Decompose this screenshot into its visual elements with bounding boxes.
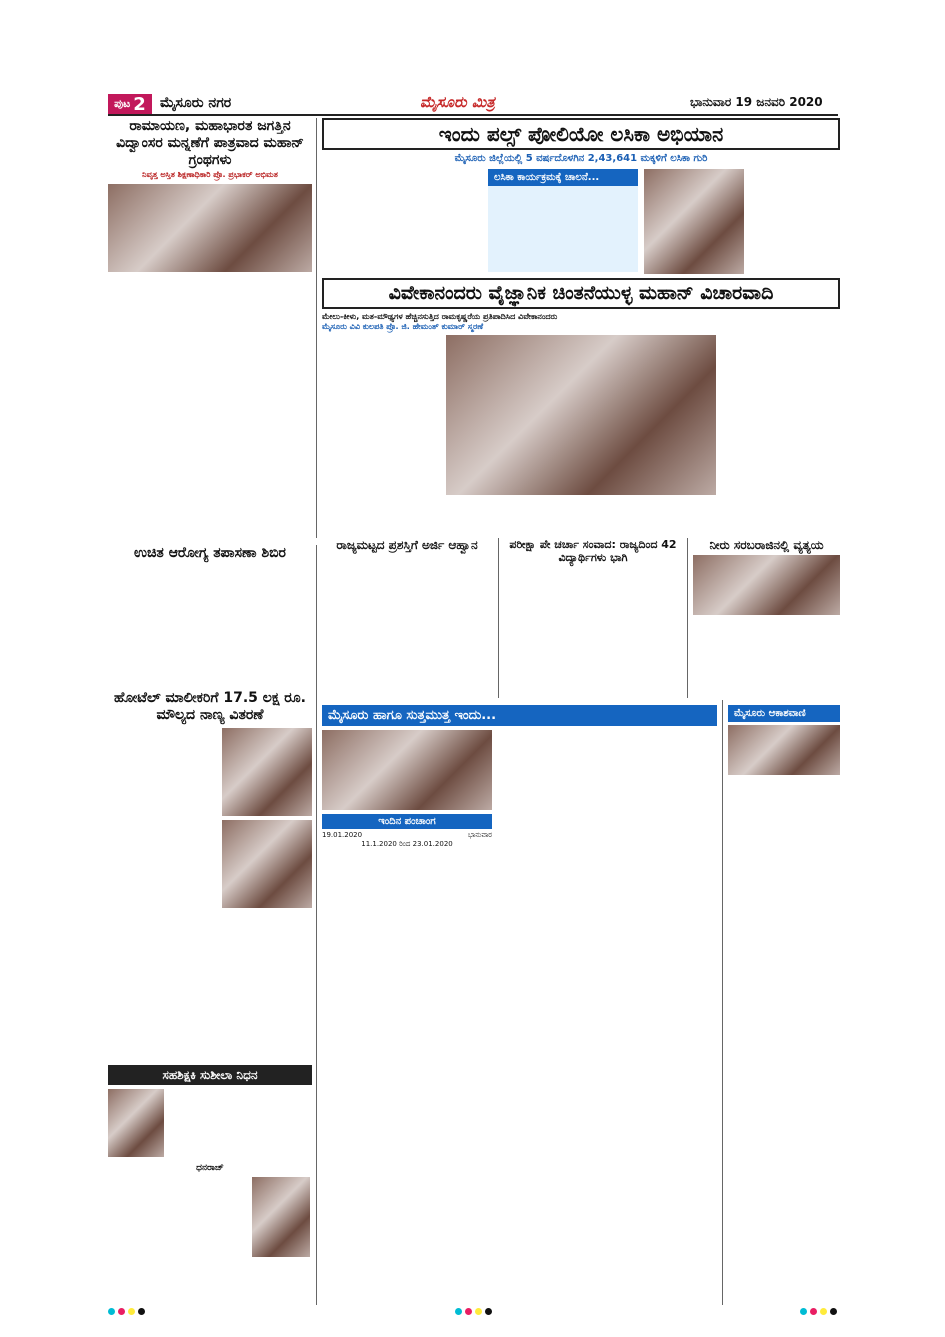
hotel-body (108, 728, 218, 908)
obituary-body (168, 1089, 310, 1157)
ramayana-headline: ರಾಮಾಯಣ, ಮಹಾಭಾರತ ಜಗತ್ತಿನ ವಿದ್ವಾಂಸರ ಮನ್ನಣೆಗೆ ಪಾತ್ರವಾದ ಮಹಾನ್ ಗ್ರಂಥಗಳು (116, 118, 304, 168)
health-camp-body (108, 565, 312, 680)
issue-date: ಭಾನುವಾರ 19 ಜನವರಿ 2020 (690, 95, 823, 109)
hotel-headline: ಹೋಟೆಲ್ ಮಾಲೀಕರಿಗೆ 17.5 ಲಕ್ಷ ರೂ. ಮೌಲ್ಯದ ನಾಣ್ಯ ವಿತರಣೆ (114, 690, 306, 723)
water-article (693, 538, 840, 703)
obituary-article (108, 1065, 312, 1257)
radio-schedule (728, 705, 840, 1298)
page-label: ಪುಟ (114, 97, 131, 110)
hotel-photo-1 (222, 728, 312, 816)
panchanga-body (322, 852, 492, 1242)
obituary-photo-2 (252, 1177, 310, 1257)
panchanga-title: ಇಂದಿನ ಪಂಚಾಂಗ (322, 814, 492, 829)
obituary-body-2 (108, 1177, 248, 1257)
polio-article (322, 118, 840, 274)
radio-photo (728, 725, 840, 775)
registration-dots (108, 1308, 145, 1315)
vivekananda-photo (446, 335, 716, 495)
exam-headline: ಪರೀಕ್ಷಾ ಪೇ ಚರ್ಚಾ ಸಂವಾದ: ರಾಜ್ಯದಿಂದ 42 ವಿದ್ಯಾರ್ಥಿಗಳು ಭಾಗಿ (509, 538, 677, 565)
ramayana-body (108, 276, 312, 586)
hotel-article (108, 690, 312, 908)
radio-body (728, 778, 840, 1298)
palace-photo (322, 730, 492, 810)
vivekananda-bullet-1: ಮೇಲು-ಕೀಳು, ಮತ-ಮೌಢ್ಯಗಳ ಹೆಚ್ಚಿನಸುತ್ತಿದ ರಾಮಕೃಷ್ಣರೆಯ ಪ್ರತಿಪಾದಿಸಿದ ವಿವೇಕಾನಂದರು (322, 311, 558, 321)
vivekananda-headline: ವಿವೇಕಾನಂದರು ವೈಜ್ಞಾನಿಕ ಚಿಂತನೆಯುಳ್ಳ ಮಹಾನ್ ವಿಚಾರವಾದಿ (322, 278, 840, 309)
vivekananda-article (322, 278, 840, 540)
exam-body (504, 567, 682, 697)
award-body (322, 555, 492, 695)
health-camp-article (108, 545, 312, 680)
obituary-headline-2: ಧನರಾಜ್ (196, 1163, 224, 1174)
polio-headline: ಇಂದು ಪಲ್ಸ್ ಪೋಲಿಯೋ ಲಸಿಕಾ ಅಭಿಯಾನ (322, 118, 840, 150)
page-number: 2 (133, 93, 146, 115)
polio-photo (644, 169, 744, 274)
vivekananda-bullet-2: ಮೈಸೂರು ವಿವಿ ಕುಲಪತಿ ಪ್ರೊ. ಜಿ. ಹೇಮಂತ್ ಕುಮಾರ್ ಸ್ಮರಣೆ (322, 321, 484, 331)
award-headline: ರಾಜ್ಯಮಟ್ಟದ ಪ್ರಶಸ್ತಿಗೆ ಅರ್ಜಿ ಆಹ್ವಾನ (336, 538, 478, 552)
water-headline: ನೀರು ಸರಬರಾಜಿನಲ್ಲಿ ವ್ಯತ್ಯಯ (709, 538, 824, 552)
award-article (322, 538, 492, 695)
health-camp-headline: ಉಚಿತ ಆರೋಗ್ಯ ತಪಾಸಣಾ ಶಿಬಿರ (134, 545, 286, 561)
polio-body-2 (750, 169, 840, 274)
vivekananda-body (322, 335, 440, 540)
radio-headline: ಮೈಸೂರು ಆಕಾಶವಾಣಿ (728, 705, 840, 722)
exam-article (504, 538, 682, 697)
registration-dots-center (455, 1308, 492, 1315)
ramayana-photo (108, 184, 312, 272)
polio-box-title: ಲಸಿಕಾ ಕಾರ್ಯಕ್ರಮಕ್ಕೆ ಚಾಲನೆ... (488, 169, 638, 186)
obituary-photo-1 (108, 1089, 164, 1157)
masthead: ಮೈಸೂರು ಮಿತ್ರ (420, 93, 495, 111)
vivekananda-body-2 (722, 335, 840, 540)
registration-dots-right (800, 1308, 837, 1315)
polio-subhead: ಮೈಸೂರು ಜಿಲ್ಲೆಯಲ್ಲಿ 5 ವರ್ಷದೊಳಗಿನ 2,43,641 ಮಕ್ಕಳಿಗೆ ಲಸಿಕಾ ಗುರಿ (454, 153, 708, 164)
section-title: ಮೈಸೂರು ನಗರ (160, 95, 232, 111)
today-headline: ಮೈಸೂರು ಹಾಗೂ ಸುತ್ತಮುತ್ತ ಇಂದು... (322, 705, 717, 726)
water-photo (693, 555, 840, 615)
ramayana-subhead: ನಿವೃತ್ತ ಅಸ್ತಿತ ಶಿಕ್ಷಣಾಧಿಕಾರಿ ಪ್ರೊ. ಪ್ರಭಾಕರ್ ಅಭಿಮತ (142, 170, 278, 180)
obituary-headline: ಸಹಶಿಕ್ಷಕಿ ಸುಶೀಲಾ ನಿಧನ (108, 1065, 312, 1085)
page-number-badge (108, 94, 152, 114)
panchanga-day: ಭಾನುವಾರ (467, 831, 492, 839)
ramayana-article (108, 118, 312, 586)
water-body (693, 618, 840, 703)
hotel-photo-2 (222, 820, 312, 908)
panchanga-date: 19.01.2020 (322, 831, 363, 839)
polio-box-body (488, 186, 638, 272)
polio-body (322, 169, 482, 274)
panchanga-range: 11.1.2020 ರಿಂದ 23.01.2020 (361, 840, 453, 848)
today-events (322, 705, 717, 1290)
today-body (498, 730, 716, 1290)
